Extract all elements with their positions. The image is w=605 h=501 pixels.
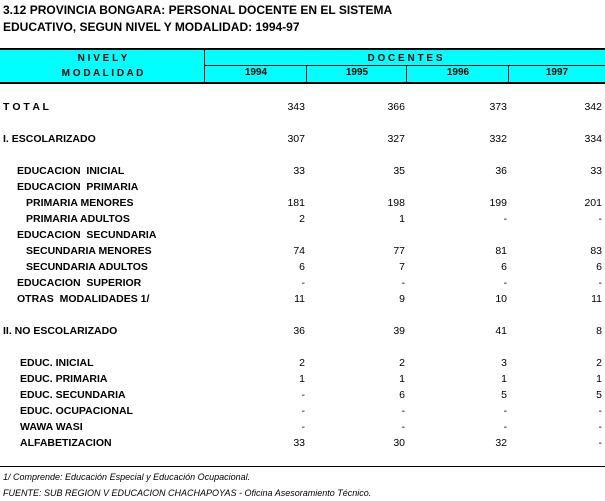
cell-value: 39: [393, 325, 405, 337]
table-row: [0, 388, 605, 404]
cell-value: -: [598, 405, 602, 417]
table-row: [0, 436, 605, 452]
table-row: [0, 180, 605, 196]
cell-value: -: [301, 389, 305, 401]
cell-value: 6: [399, 389, 405, 401]
table-header: [0, 50, 605, 82]
cell-value: -: [598, 421, 602, 433]
cell-value: 199: [489, 197, 507, 209]
cell-value: -: [301, 277, 305, 289]
cell-value: 36: [495, 165, 507, 177]
table-title-line1: 3.12 PROVINCIA BONGARA: PERSONAL DOCENTE EN EL SISTEMA: [3, 3, 393, 17]
cell-value: 5: [501, 389, 507, 401]
row-label: EDUC. OCUPACIONAL: [20, 405, 133, 417]
header-year-1995: 1995: [345, 67, 369, 78]
row-label: ALFABETIZACION: [20, 437, 112, 449]
cell-value: 2: [299, 213, 305, 225]
cell-value: 10: [495, 293, 507, 305]
header-nivel: N I V E L Y: [77, 53, 128, 64]
cell-value: 201: [584, 197, 602, 209]
cell-value: 1: [501, 373, 507, 385]
row-label: PRIMARIA ADULTOS: [26, 213, 130, 225]
cell-value: -: [503, 213, 507, 225]
cell-value: 83: [590, 245, 602, 257]
cell-value: -: [301, 405, 305, 417]
cell-value: -: [598, 213, 602, 225]
cell-value: 81: [495, 245, 507, 257]
cell-value: 33: [293, 165, 305, 177]
header-year-1996: 1996: [446, 67, 470, 78]
cell-value: 36: [293, 325, 305, 337]
cell-value: 7: [399, 261, 405, 273]
cell-value: 77: [393, 245, 405, 257]
table-row: [0, 420, 605, 436]
cell-value: 366: [387, 101, 405, 113]
cell-value: 1: [399, 373, 405, 385]
cell-value: -: [301, 421, 305, 433]
cell-value: 181: [287, 197, 305, 209]
row-label: OTRAS MODALIDADES 1/: [17, 293, 150, 305]
cell-value: 332: [489, 133, 507, 145]
table-row: [0, 228, 605, 244]
row-label: WAWA WASI: [20, 421, 83, 433]
row-label: EDUCACION PRIMARIA: [17, 181, 139, 193]
header-year-1994: 1994: [244, 67, 268, 78]
footnote: 1/ Comprende: Educación Especial y Educación Ocupacional.: [3, 472, 251, 482]
cell-value: 9: [399, 293, 405, 305]
source-note: FUENTE: SUB REGION V EDUCACION CHACHAPOYAS - Oficina Asesoramiento Técnico.: [3, 488, 372, 498]
row-label: EDUCACION SUPERIOR: [17, 277, 142, 289]
cell-value: -: [401, 405, 405, 417]
table-row: [0, 276, 605, 292]
cell-value: 6: [299, 261, 305, 273]
cell-value: 2: [399, 357, 405, 369]
cell-value: -: [503, 405, 507, 417]
cell-value: 343: [287, 101, 305, 113]
cell-value: 8: [596, 325, 602, 337]
cell-value: -: [598, 437, 602, 449]
table-row: [0, 260, 605, 276]
row-label: T O T A L: [3, 101, 49, 113]
table-row: [0, 164, 605, 180]
row-label: PRIMARIA MENORES: [26, 197, 134, 209]
table-row: [0, 356, 605, 372]
cell-value: 373: [489, 101, 507, 113]
row-label: I. ESCOLARIZADO: [3, 133, 96, 145]
table-row: [0, 404, 605, 420]
table-bottom-rule: [0, 466, 605, 467]
header-divider-vertical: [204, 50, 205, 82]
row-label: SECUNDARIA MENORES: [26, 245, 152, 257]
cell-value: 11: [591, 293, 602, 305]
cell-value: 3: [501, 357, 507, 369]
table-row: [0, 244, 605, 260]
cell-value: -: [598, 277, 602, 289]
cell-value: 342: [584, 101, 602, 113]
table-row: [0, 132, 605, 148]
table-title-line2: EDUCATIVO, SEGUN NIVEL Y MODALIDAD: 1994-97: [3, 20, 300, 34]
cell-value: 1: [299, 373, 305, 385]
year-divider: [406, 65, 407, 82]
table-row: [0, 100, 605, 116]
cell-value: 2: [596, 357, 602, 369]
header-modalidad: M O D A L I D A D: [61, 68, 144, 79]
cell-value: 33: [293, 437, 305, 449]
header-bottom-rule: [0, 82, 605, 84]
cell-value: 32: [495, 437, 507, 449]
header-year-1997: 1997: [545, 67, 569, 78]
cell-value: 33: [590, 165, 602, 177]
cell-value: 334: [584, 133, 602, 145]
table-row: [0, 372, 605, 388]
cell-value: 6: [596, 261, 602, 273]
year-divider: [508, 65, 509, 82]
row-label: II. NO ESCOLARIZADO: [3, 325, 118, 337]
cell-value: -: [503, 421, 507, 433]
row-label: EDUCACION SECUNDARIA: [17, 229, 157, 241]
cell-value: -: [401, 421, 405, 433]
cell-value: 2: [299, 357, 305, 369]
cell-value: 327: [387, 133, 405, 145]
cell-value: -: [401, 277, 405, 289]
cell-value: 307: [287, 133, 305, 145]
header-docentes: D O C E N T E S: [367, 53, 443, 64]
row-label: SECUNDARIA ADULTOS: [26, 261, 148, 273]
table-row: [0, 212, 605, 228]
cell-value: 30: [393, 437, 405, 449]
cell-value: 6: [501, 261, 507, 273]
cell-value: 74: [293, 245, 305, 257]
row-label: EDUC. SECUNDARIA: [20, 389, 126, 401]
cell-value: -: [503, 277, 507, 289]
table-row: [0, 196, 605, 212]
table-row: [0, 324, 605, 340]
cell-value: 1: [596, 373, 602, 385]
cell-value: 1: [399, 213, 405, 225]
year-divider: [306, 65, 307, 82]
cell-value: 35: [393, 165, 405, 177]
row-label: EDUC. PRIMARIA: [20, 373, 108, 385]
row-label: EDUC. INICIAL: [20, 357, 94, 369]
cell-value: 11: [294, 293, 305, 305]
row-label: EDUCACION INICIAL: [17, 165, 125, 177]
header-divider-horizontal: [205, 65, 605, 66]
cell-value: 5: [596, 389, 602, 401]
table-row: [0, 292, 605, 308]
cell-value: 41: [495, 325, 507, 337]
cell-value: 198: [387, 197, 405, 209]
